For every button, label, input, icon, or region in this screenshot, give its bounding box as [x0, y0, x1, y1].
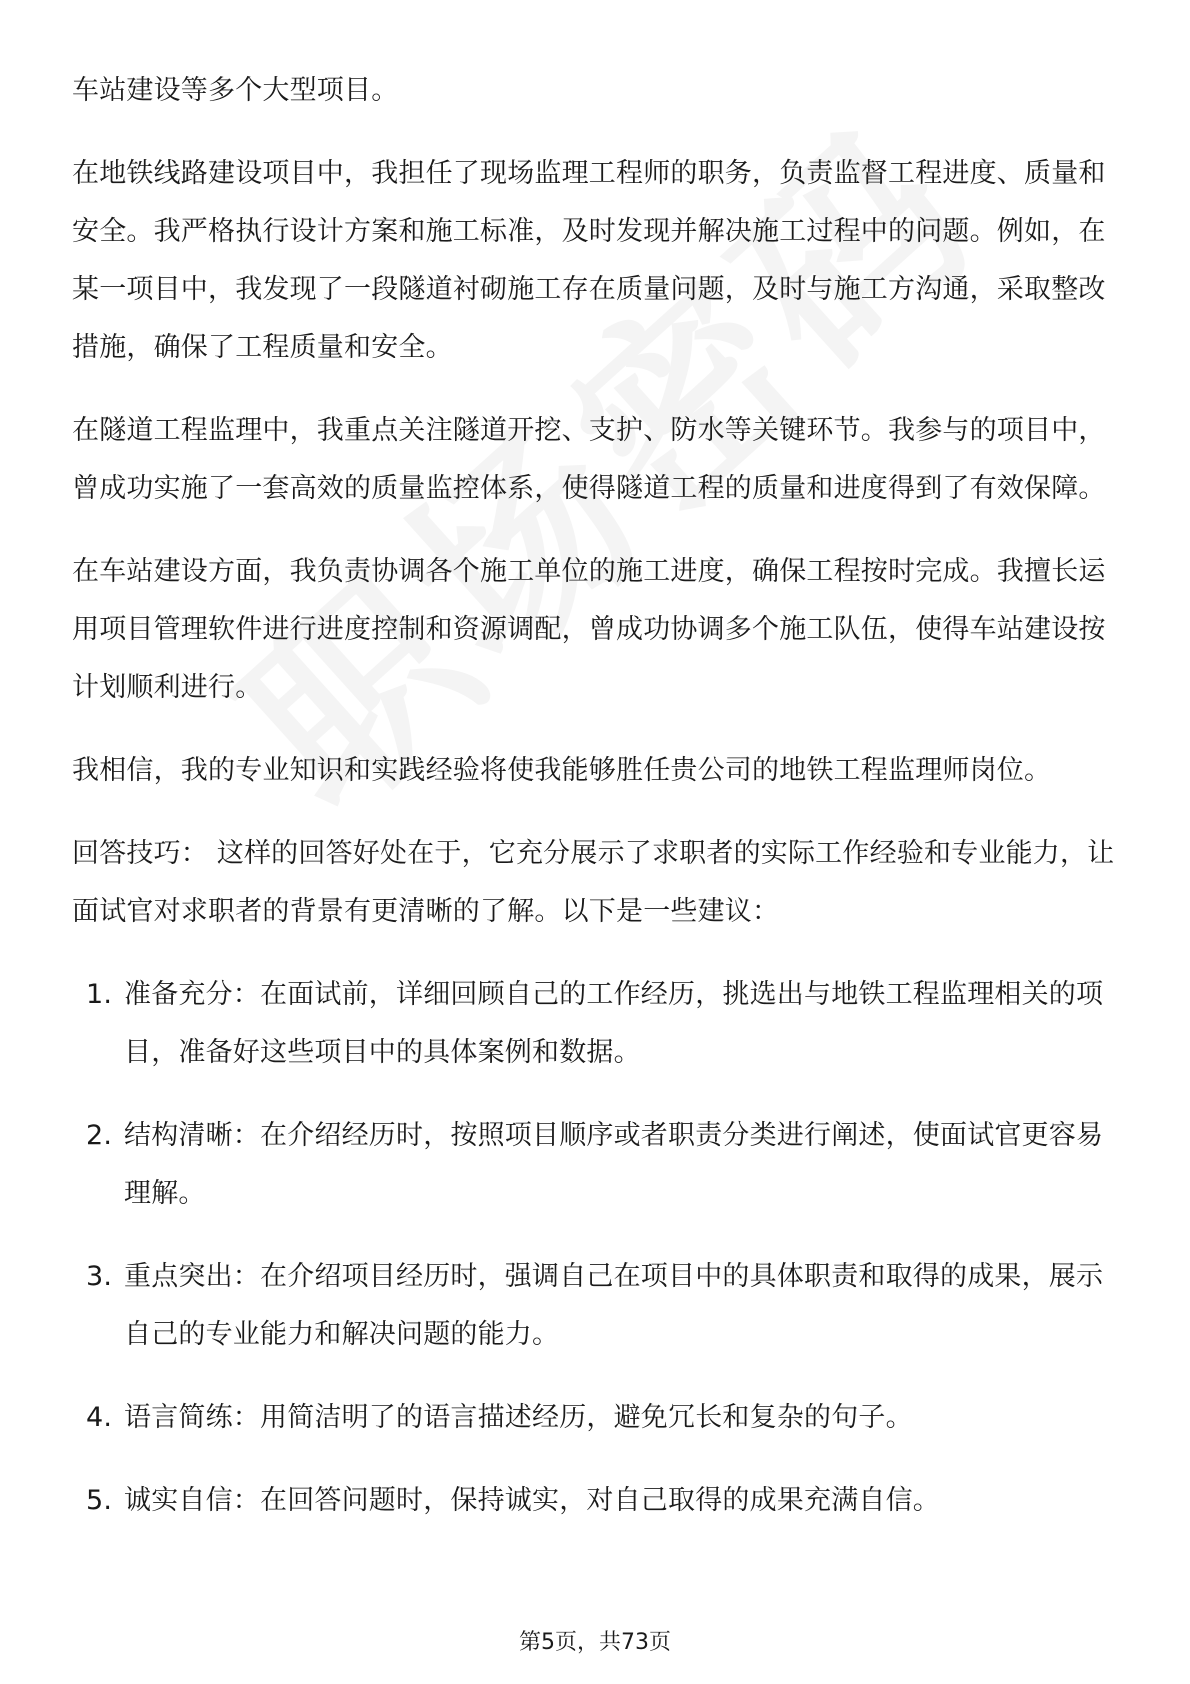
list-item: [72, 1107, 1122, 1223]
tips-list: [72, 966, 1122, 1530]
list-item: [72, 1248, 1122, 1364]
list-item-text: 诚实自信：在回答问题时，保持诚实，对自己取得的成果充满自信。: [124, 1485, 940, 1516]
list-item-text: 准备充分：在面试前，详细回顾自己的工作经历，挑选出与地铁工程监理相关的项目，准备好这些项目中的具体案例和数据。: [124, 979, 1104, 1068]
paragraph: 在隧道工程监理中，我重点关注隧道开挖、支护、防水等关键环节。我参与的项目中，曾成功实施了一套高效的质量监控体系，使得隧道工程的质量和进度得到了有效保障。: [72, 415, 1106, 504]
paragraph: 在地铁线路建设项目中，我担任了现场监理工程师的职务，负责监督工程进度、质量和安全。我严格执行设计方案和施工标准，及时发现并解决施工过程中的问题。例如，在某一项目中，我发现了一段隧道衬砌施工存在质量问题，及时与施工方沟通，采取整改措施，确保了工程质量和安全。: [72, 158, 1106, 363]
list-item-text: 重点突出：在介绍项目经历时，强调自己在项目中的具体职责和取得的成果，展示自己的专业能力和解决问题的能力。: [124, 1261, 1104, 1350]
list-item: [72, 1472, 1122, 1530]
list-number: 2.: [86, 1120, 113, 1151]
paragraph: 回答技巧： 这样的回答好处在于，它充分展示了求职者的实际工作经验和专业能力，让面试官对求职者的背景有更清晰的了解。以下是一些建议：: [72, 838, 1115, 927]
list-number: 3.: [86, 1261, 113, 1292]
paragraph: 我相信，我的专业知识和实践经验将使我能够胜任贵公司的地铁工程监理师岗位。: [72, 755, 1052, 786]
list-item-text: 结构清晰：在介绍经历时，按照项目顺序或者职责分类进行阐述，使面试官更容易理解。: [124, 1120, 1104, 1209]
paragraph: 在车站建设方面，我负责协调各个施工单位的施工进度，确保工程按时完成。我擅长运用项目管理软件进行进度控制和资源调配，曾成功协调多个施工队伍，使得车站建设按计划顺利进行。: [72, 556, 1106, 703]
list-number: 1.: [86, 979, 113, 1010]
list-item: [72, 966, 1122, 1082]
page-number-footer: 第5页，共73页: [519, 1630, 671, 1655]
list-number: 5.: [86, 1485, 113, 1516]
list-item: [72, 1389, 1122, 1447]
document-body: [72, 62, 1122, 1555]
list-item-text: 语言简练：用简洁明了的语言描述经历，避免冗长和复杂的句子。: [124, 1402, 913, 1433]
list-number: 4.: [86, 1402, 113, 1433]
paragraph: 车站建设等多个大型项目。: [72, 75, 399, 106]
